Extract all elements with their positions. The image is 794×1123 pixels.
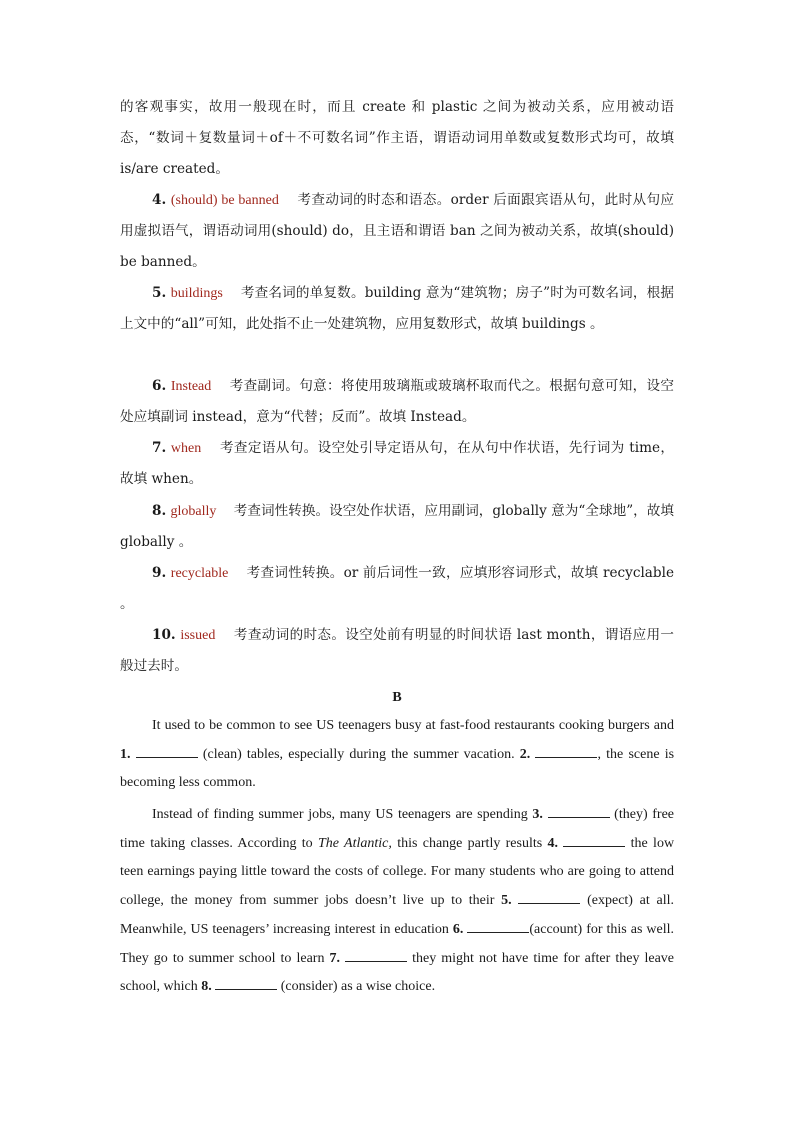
answer-text: when (170, 441, 202, 456)
explanation-text: 考查动词的时态。设空处前有明显的时间状语 last month，谓语应用一般过去时。 (120, 627, 675, 674)
answer-item-7 (120, 433, 674, 495)
passage-text: (consider) as a wise choice. (280, 979, 436, 995)
blank-number-7: 7. (329, 950, 340, 966)
passage-paragraph-1 (120, 712, 674, 798)
answer-text: globally (170, 504, 217, 519)
answer-item-6 (120, 371, 674, 433)
explanation-text: 考查动词的时态和语态。order 后面跟宾语从句，此时从句应用虚拟语气，谓语动词用(should) do，且主语和谓语 ban 之间为被动关系，故填(should) be banned。 (120, 192, 674, 270)
blank-7-input[interactable] (345, 949, 407, 962)
answer-item-8 (120, 496, 674, 558)
blank-4-input[interactable] (563, 834, 625, 847)
item-number: 9. (152, 565, 167, 581)
blank-number-2: 2. (519, 746, 531, 762)
answer-text: Instead (170, 379, 212, 394)
passage-text: this change partly results (397, 835, 543, 851)
answer-item-10 (120, 620, 674, 682)
passage-text: (account) for this as well. They go to summer school to learn (120, 921, 675, 966)
explanation-text: 考查词性转换。设空处作状语，应用副词，globally 意为“全球地”，故填 globally 。 (120, 503, 674, 550)
passage-text: It used to be common to see US teenagers busy at fast-food restaurants cooking burgers and (152, 718, 674, 733)
answer-text: (should) be banned (170, 193, 279, 208)
passage-text: they might not have time for after they leave school, which (120, 950, 675, 995)
continued-explanation: 的客观事实，故用一般现在时，而且 create 和 plastic 之间为被动关系，应用被动语态，“数词＋复数量词＋of＋不可数名词”作主语，谓语动词用单数或复数形式均可，故填 is/are created。 (120, 99, 674, 177)
blank-6-input[interactable] (467, 920, 529, 933)
item-number: 4. (152, 192, 167, 208)
item-number: 8. (152, 503, 167, 519)
item-number: 7. (152, 440, 167, 456)
answer-text: recyclable (170, 566, 229, 581)
blank-number-1: 1. (120, 746, 131, 762)
passage-text: (they) free time taking classes. According to (120, 807, 674, 851)
explanation-text: 考查词性转换。or 前后词性一致，应填形容词形式，故填 recyclable 。 (120, 565, 674, 612)
blank-8-input[interactable] (215, 977, 277, 990)
passage-text: the low teen earnings paying little toward the costs of college. For many students who are going to attend college, the money from summer jobs doesn’t live up to their (120, 835, 675, 909)
source-title: The Atlantic, (318, 835, 392, 851)
passage-text: (clean) tables, especially during the summer vacation. (202, 746, 515, 762)
explanation-text: 考查副词。句意：将使用玻璃瓶或玻璃杯取而代之。根据句意可知，设空处应填副词 instead，意为“代替；反而”。故填 Instead。 (120, 378, 674, 425)
blank-number-3: 3. (532, 807, 543, 822)
answer-item-9 (120, 558, 674, 620)
blank-5-input[interactable] (518, 891, 580, 904)
blank-number-4: 4. (547, 835, 559, 851)
blank-number-5: 5. (501, 893, 512, 909)
passage-paragraph-2 (120, 801, 674, 1002)
blank-number-8: 8. (201, 979, 212, 995)
blank-1-input[interactable] (136, 745, 198, 758)
item-number: 10. (152, 627, 176, 643)
answer-item-4 (120, 185, 674, 278)
item-number: 6. (152, 378, 167, 394)
passage-text: Instead of finding summer jobs, many US teenagers are spending (152, 807, 528, 822)
explanation-text: 考查定语从句。设空处引导定语从句，在从句中作状语，先行词为 time，故填 when。 (120, 440, 674, 487)
item-number: 5. (152, 285, 167, 301)
section-heading: B (392, 690, 402, 705)
answer-item-5 (120, 278, 674, 340)
blank-number-6: 6. (452, 921, 464, 937)
answer-text: buildings (170, 286, 223, 301)
blank-2-input[interactable] (535, 745, 597, 758)
passage-text: (expect) at all. Meanwhile, US teenagers’ increasing interest in education (120, 893, 674, 937)
blank-3-input[interactable] (548, 805, 610, 818)
explanation-text: 考查名词的单复数。building 意为“建筑物；房子”时为可数名词，根据上文中的“all”可知，此处指不止一处建筑物，应用复数形式，故填 buildings 。 (120, 285, 674, 332)
answer-text: issued (180, 628, 216, 643)
passage-text: , the scene is becoming less common. (120, 746, 675, 791)
